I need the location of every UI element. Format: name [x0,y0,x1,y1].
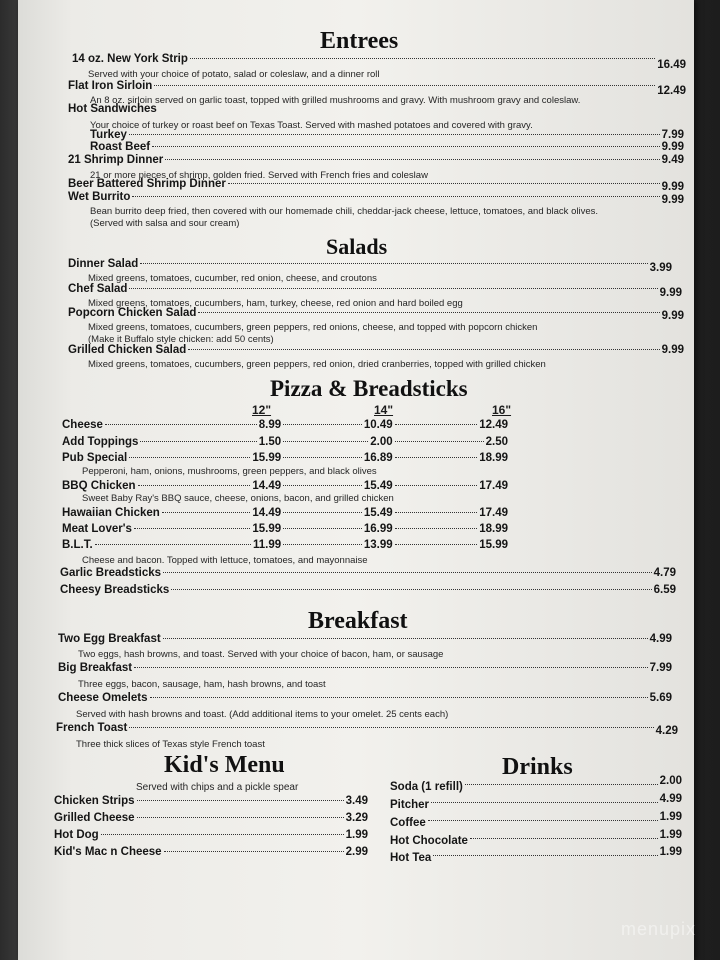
pizza-row [62,419,508,434]
entrees-heading: Entrees [320,28,399,54]
item-description: Two eggs, hash browns, and toast. Served with your choice of bacon, ham, or sausage [78,649,444,660]
menu-item: Coffee 1.99 [390,811,682,829]
menu-item: Grilled Cheese 3.29 [54,812,368,824]
drinks-heading: Drinks [502,754,573,780]
salads-heading: Salads [326,234,388,259]
pizza-item-name: BBQ Chicken [62,480,136,492]
price-14: 15.49 [363,507,393,519]
menu-item: Big Breakfast 7.99 [58,662,672,674]
price-12: 8.99 [258,419,282,431]
item-description: Mixed greens, tomatoes, cucumbers, green peppers, red onion, dried cranberries, topped with grilled chicken [88,359,546,370]
menu-item: Hot Sandwiches [68,103,157,115]
item-description: Bean burrito deep fried, then covered with our homemade chili, cheddar-jack cheese, lettuce, tomatoes, and black olives. [90,206,599,217]
price-12: 14.49 [252,480,282,492]
size-12-header: 12" [252,403,272,417]
price-16: 2.50 [485,436,508,448]
price-12: 14.49 [252,507,282,519]
pizza-item-name: B.L.T. [62,539,93,551]
price-16: 12.49 [479,419,508,431]
menu-item: Hot Dog 1.99 [54,829,368,841]
menu-item: Garlic Breadsticks 4.79 [60,567,676,579]
menu-item: Chicken Strips 3.49 [54,795,368,807]
pizza-item-name: Cheese [62,419,103,431]
menu-item: 21 Shrimp Dinner 9.49 [68,154,684,166]
menu-item: Chef Salad 9.99 [68,283,682,299]
price-16: 18.99 [479,452,508,464]
pizza-item-name: Pub Special [62,452,128,464]
item-description: Mixed greens, tomatoes, cucumbers, ham, turkey, cheese, red onion and hard boiled egg [88,298,463,309]
price-14: 2.00 [370,436,393,448]
menu-item: Flat Iron Sirloin 12.49 [68,80,686,97]
item-description: Mixed greens, tomatoes, cucumber, red onion, cheese, and croutons [88,273,377,284]
item-description: Served with hash browns and toast. (Add additional items to your omelet. 25 cents each) [76,709,449,720]
menu-page [18,0,694,960]
pizza-row [62,539,508,554]
watermark-logo: menupix [620,919,696,939]
pizza-heading: Pizza & Breadsticks [270,376,468,401]
menu-item: Cheese Omelets 5.69 [58,692,672,704]
price-12: 1.50 [258,436,282,448]
price-14: 16.89 [363,452,393,464]
item-description: Served with your choice of potato, salad or coleslaw, and a dinner roll [88,69,380,80]
pizza-item-name: Add Toppings [62,436,139,448]
menu-item: Two Egg Breakfast 4.99 [58,633,672,645]
price-16: 17.49 [479,507,508,519]
item-description: Cheese and bacon. Topped with lettuce, tomatoes, and mayonnaise [82,555,368,566]
menu-item: 14 oz. New York Strip 16.49 [72,53,686,71]
price-14: 13.99 [363,539,393,551]
menu-item: Grilled Chicken Salad 9.99 [68,344,684,356]
menu-item: Wet Burrito 9.99 [68,191,684,206]
pizza-row [62,436,508,451]
price-12: 15.99 [252,523,282,535]
pizza-item-name: Meat Lover's [62,523,132,535]
item-description: (Served with salsa and sour cream) [90,218,240,229]
menu-item: Roast Beef 9.99 [90,141,684,153]
size-16-header: 16" [492,403,512,417]
kids-menu-subtitle: Served with chips and a pickle spear [136,782,299,793]
item-description: 21 or more pieces of shrimp, golden fried. Served with French fries and coleslaw [90,170,428,181]
item-description: Pepperoni, ham, onions, mushrooms, green peppers, and black olives [82,466,377,477]
menu-item: Dinner Salad 3.99 [68,258,672,274]
pizza-item-name: Hawaiian Chicken [62,507,160,519]
menu-item: Turkey 7.99 [90,129,684,141]
menu-item: Beer Battered Shrimp Dinner 9.99 [68,178,684,193]
breakfast-heading: Breakfast [308,608,408,634]
price-14: 10.49 [363,419,393,431]
pizza-row [62,523,508,538]
price-16: 17.49 [479,480,508,492]
price-14: 15.49 [363,480,393,492]
price-12: 11.99 [253,539,282,551]
item-description: (Make it Buffalo style chicken: add 50 cents) [88,334,274,345]
menu-item: Hot Chocolate 1.99 [390,829,682,847]
menu-item: French Toast 4.29 [56,722,678,737]
pizza-row [62,507,508,522]
price-16: 18.99 [479,523,508,535]
price-16: 15.99 [479,539,508,551]
menu-item: Popcorn Chicken Salad 9.99 [68,307,684,322]
item-description: Mixed greens, tomatoes, cucumbers, green peppers, red onions, cheese, and topped with popcorn chicken [88,322,538,333]
menu-item: Hot Tea 1.99 [390,846,682,864]
item-description: Your choice of turkey or roast beef on Texas Toast. Served with mashed potatoes and covered with gravy. [90,120,533,131]
pizza-row [62,452,508,467]
menu-item: Cheesy Breadsticks 6.59 [60,584,676,596]
item-description: Sweet Baby Ray's BBQ sauce, cheese, onions, bacon, and grilled chicken [82,493,394,504]
price-12: 15.99 [252,452,282,464]
size-14-header: 14" [374,403,394,417]
menu-item: Pitcher 4.99 [390,793,682,811]
price-14: 16.99 [363,523,393,535]
item-description: Three eggs, bacon, sausage, ham, hash browns, and toast [78,679,326,690]
menu-item: Kid's Mac n Cheese 2.99 [54,846,368,858]
menu-item: Soda (1 refill) 2.00 [390,775,682,793]
kids-menu-heading: Kid's Menu [164,752,285,778]
item-description: An 8 oz. sirloin served on garlic toast, topped with grilled mushrooms and gravy. With mushroom gravy and coleslaw. [90,95,581,106]
item-description: Three thick slices of Texas style French toast [76,739,265,750]
